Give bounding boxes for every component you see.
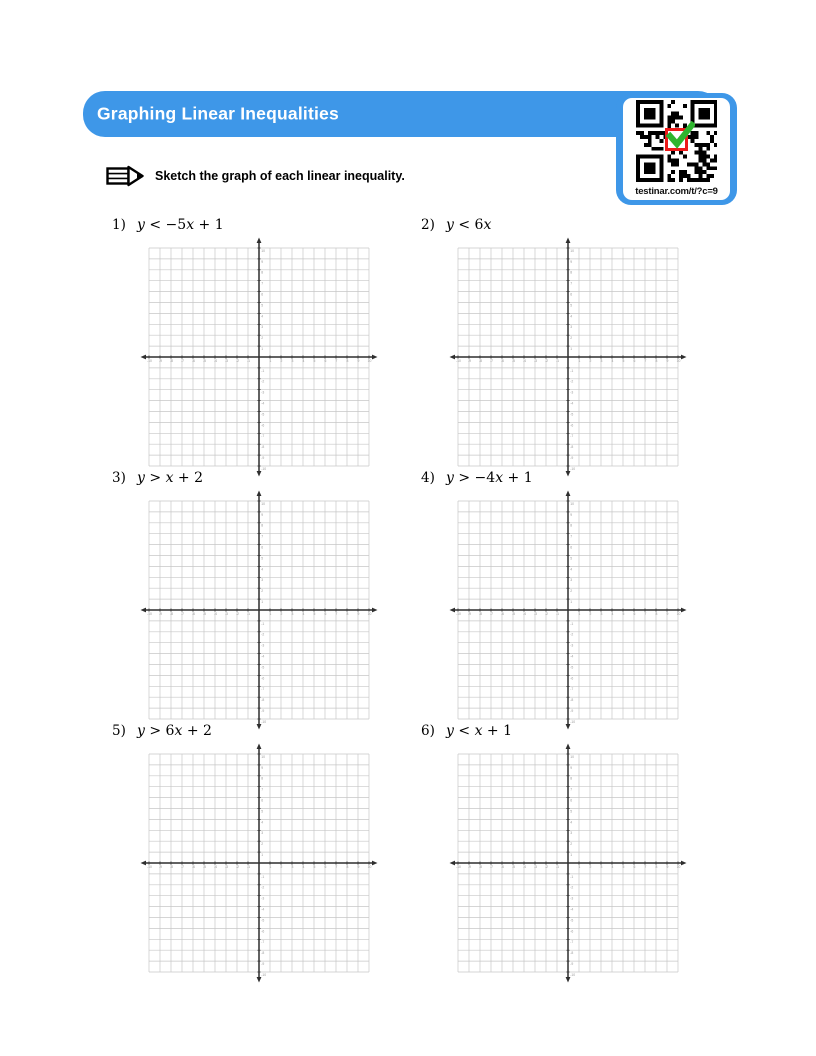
svg-text:4: 4	[611, 358, 614, 363]
svg-text:1: 1	[578, 611, 581, 616]
problem-2	[421, 217, 730, 470]
problem-6	[421, 723, 730, 976]
svg-text:7: 7	[570, 281, 573, 286]
problem-equation: y > x + 2	[137, 470, 204, 486]
svg-text:-5: -5	[511, 611, 516, 616]
problem-number: 3)	[112, 470, 126, 486]
svg-text:-1: -1	[246, 611, 251, 616]
svg-text:-1: -1	[570, 874, 574, 879]
svg-text:-6: -6	[261, 676, 265, 681]
svg-text:-7: -7	[489, 358, 494, 363]
svg-text:-1: -1	[555, 864, 560, 869]
svg-text:2: 2	[261, 589, 264, 594]
problem-head	[112, 217, 421, 236]
svg-text:-9: -9	[158, 864, 163, 869]
svg-text:5: 5	[261, 303, 264, 308]
svg-text:-1: -1	[246, 864, 251, 869]
svg-text:6: 6	[633, 358, 636, 363]
svg-text:-3: -3	[224, 611, 229, 616]
svg-text:5: 5	[313, 611, 316, 616]
problem-number: 5)	[112, 723, 126, 739]
svg-text:9: 9	[666, 358, 669, 363]
svg-text:9: 9	[570, 765, 573, 770]
problem-number: 6)	[421, 723, 435, 739]
svg-text:4: 4	[261, 820, 264, 825]
svg-text:6: 6	[570, 292, 573, 297]
svg-text:-5: -5	[202, 358, 207, 363]
svg-text:6: 6	[324, 611, 327, 616]
coordinate-grid	[449, 237, 730, 477]
svg-text:7: 7	[644, 864, 647, 869]
svg-text:-4: -4	[570, 401, 574, 406]
svg-text:4: 4	[261, 314, 264, 319]
svg-text:5: 5	[622, 358, 625, 363]
svg-text:-5: -5	[570, 412, 574, 417]
svg-text:-1: -1	[261, 874, 265, 879]
problem-5	[112, 723, 421, 976]
svg-text:7: 7	[644, 611, 647, 616]
svg-text:4: 4	[302, 611, 305, 616]
svg-text:-8: -8	[570, 445, 574, 450]
svg-text:-10: -10	[147, 358, 152, 363]
svg-text:-3: -3	[261, 390, 265, 395]
svg-text:9: 9	[261, 259, 264, 264]
svg-text:4: 4	[261, 567, 264, 572]
coordinate-grid	[140, 490, 421, 730]
svg-text:-10: -10	[456, 864, 461, 869]
svg-text:3: 3	[291, 358, 294, 363]
svg-text:6: 6	[261, 798, 264, 803]
svg-text:4: 4	[570, 567, 573, 572]
svg-text:-7: -7	[570, 434, 574, 439]
svg-text:1: 1	[261, 600, 264, 604]
svg-text:2: 2	[280, 358, 283, 363]
svg-text:1: 1	[570, 853, 573, 857]
svg-text:-6: -6	[191, 358, 196, 363]
svg-text:-6: -6	[191, 611, 196, 616]
svg-text:-10: -10	[261, 972, 267, 977]
svg-text:1: 1	[570, 600, 573, 604]
svg-text:4: 4	[302, 864, 305, 869]
svg-text:-9: -9	[261, 709, 265, 713]
svg-text:-6: -6	[191, 864, 196, 869]
svg-text:6: 6	[570, 798, 573, 803]
svg-text:-3: -3	[570, 896, 574, 901]
svg-text:8: 8	[346, 864, 349, 869]
svg-text:5: 5	[313, 358, 316, 363]
svg-text:3: 3	[261, 831, 264, 836]
svg-text:8: 8	[655, 358, 658, 363]
svg-text:6: 6	[261, 545, 264, 550]
svg-text:-1: -1	[555, 611, 560, 616]
svg-text:-9: -9	[570, 456, 574, 460]
svg-text:-10: -10	[570, 466, 576, 471]
svg-text:-10: -10	[456, 358, 461, 363]
svg-text:-10: -10	[147, 864, 152, 869]
svg-text:4: 4	[611, 864, 614, 869]
problem-3	[112, 470, 421, 723]
svg-text:7: 7	[644, 358, 647, 363]
svg-text:-3: -3	[570, 643, 574, 648]
svg-text:1: 1	[269, 864, 272, 869]
svg-text:-2: -2	[261, 379, 265, 384]
svg-text:2: 2	[589, 611, 592, 616]
svg-text:-3: -3	[261, 643, 265, 648]
svg-text:-7: -7	[570, 687, 574, 692]
svg-text:2: 2	[570, 336, 573, 341]
svg-text:-2: -2	[570, 632, 574, 637]
svg-text:-5: -5	[511, 358, 516, 363]
svg-text:-1: -1	[570, 621, 574, 626]
svg-text:5: 5	[622, 864, 625, 869]
svg-text:-4: -4	[522, 611, 527, 616]
svg-text:-7: -7	[180, 864, 185, 869]
svg-text:6: 6	[261, 292, 264, 297]
page-title: Graphing Linear Inequalities	[97, 103, 339, 124]
svg-text:-7: -7	[489, 864, 494, 869]
svg-text:10: 10	[570, 501, 574, 506]
svg-text:-9: -9	[467, 358, 472, 363]
svg-text:-10: -10	[570, 719, 576, 724]
problem-head	[421, 217, 730, 236]
svg-text:-5: -5	[570, 665, 574, 670]
svg-text:-8: -8	[570, 698, 574, 703]
svg-text:-4: -4	[522, 864, 527, 869]
svg-text:-3: -3	[533, 611, 538, 616]
svg-text:-7: -7	[180, 358, 185, 363]
svg-text:-5: -5	[511, 864, 516, 869]
svg-text:10: 10	[570, 754, 574, 759]
svg-text:1: 1	[269, 611, 272, 616]
svg-text:5: 5	[570, 556, 573, 561]
svg-text:10: 10	[367, 864, 372, 869]
coordinate-grid	[449, 490, 730, 730]
svg-text:-2: -2	[235, 611, 240, 616]
svg-text:9: 9	[261, 512, 264, 517]
svg-text:-9: -9	[467, 611, 472, 616]
svg-text:-9: -9	[467, 864, 472, 869]
svg-text:4: 4	[570, 314, 573, 319]
svg-text:-7: -7	[261, 434, 265, 439]
svg-text:-8: -8	[169, 864, 174, 869]
svg-text:-6: -6	[500, 358, 505, 363]
svg-text:-9: -9	[158, 611, 163, 616]
svg-text:-2: -2	[235, 864, 240, 869]
svg-text:-7: -7	[489, 611, 494, 616]
svg-text:-10: -10	[261, 466, 267, 471]
svg-text:-8: -8	[169, 358, 174, 363]
svg-text:10: 10	[367, 611, 372, 616]
svg-text:8: 8	[570, 523, 573, 528]
svg-text:8: 8	[570, 776, 573, 781]
svg-text:10: 10	[676, 358, 681, 363]
coordinate-grid	[140, 743, 421, 983]
svg-text:-8: -8	[261, 951, 265, 956]
svg-text:5: 5	[570, 303, 573, 308]
svg-text:1: 1	[578, 864, 581, 869]
svg-text:-8: -8	[169, 611, 174, 616]
svg-text:-6: -6	[500, 611, 505, 616]
svg-text:-5: -5	[202, 864, 207, 869]
svg-text:1: 1	[261, 853, 264, 857]
svg-text:5: 5	[261, 556, 264, 561]
svg-text:1: 1	[578, 358, 581, 363]
svg-text:-2: -2	[570, 379, 574, 384]
svg-text:-3: -3	[533, 358, 538, 363]
svg-text:-1: -1	[261, 368, 265, 373]
problem-number: 1)	[112, 217, 126, 233]
svg-text:9: 9	[570, 259, 573, 264]
svg-text:6: 6	[324, 864, 327, 869]
svg-text:-10: -10	[147, 611, 152, 616]
qr-card	[623, 98, 730, 200]
svg-text:-8: -8	[261, 698, 265, 703]
svg-text:3: 3	[600, 611, 603, 616]
instruction-text: Sketch the graph of each linear inequality.	[155, 169, 405, 183]
svg-text:-9: -9	[570, 709, 574, 713]
svg-text:3: 3	[261, 325, 264, 330]
svg-text:-6: -6	[500, 864, 505, 869]
svg-text:7: 7	[335, 611, 338, 616]
svg-text:-3: -3	[224, 864, 229, 869]
svg-text:3: 3	[600, 864, 603, 869]
svg-text:10: 10	[261, 754, 265, 759]
svg-text:-4: -4	[261, 907, 265, 912]
svg-text:-7: -7	[180, 611, 185, 616]
svg-text:-6: -6	[570, 423, 574, 428]
svg-text:1: 1	[570, 347, 573, 351]
problem-equation: y < 6x	[446, 217, 492, 233]
svg-text:2: 2	[261, 842, 264, 847]
svg-text:7: 7	[570, 787, 573, 792]
svg-text:9: 9	[570, 512, 573, 517]
svg-text:-4: -4	[213, 611, 218, 616]
svg-text:-1: -1	[555, 358, 560, 363]
svg-text:-9: -9	[261, 456, 265, 460]
pencil-icon	[106, 165, 144, 187]
svg-text:-7: -7	[261, 940, 265, 945]
svg-text:4: 4	[611, 611, 614, 616]
problem-equation: y < x + 1	[446, 723, 513, 739]
svg-text:-4: -4	[213, 358, 218, 363]
svg-text:-4: -4	[261, 654, 265, 659]
svg-text:-3: -3	[261, 896, 265, 901]
svg-text:4: 4	[570, 820, 573, 825]
problem-head	[112, 723, 421, 742]
svg-text:-3: -3	[224, 358, 229, 363]
svg-text:-4: -4	[261, 401, 265, 406]
svg-text:3: 3	[570, 831, 573, 836]
svg-text:5: 5	[622, 611, 625, 616]
svg-text:-6: -6	[570, 929, 574, 934]
svg-text:-2: -2	[544, 864, 549, 869]
svg-text:7: 7	[570, 534, 573, 539]
svg-text:7: 7	[261, 534, 264, 539]
svg-text:-7: -7	[261, 687, 265, 692]
svg-text:5: 5	[570, 809, 573, 814]
svg-text:10: 10	[261, 248, 265, 253]
svg-text:2: 2	[280, 611, 283, 616]
svg-text:-2: -2	[544, 358, 549, 363]
problem-4	[421, 470, 730, 723]
svg-text:-5: -5	[261, 918, 265, 923]
svg-text:-8: -8	[570, 951, 574, 956]
svg-text:-4: -4	[213, 864, 218, 869]
svg-text:2: 2	[261, 336, 264, 341]
svg-text:3: 3	[570, 325, 573, 330]
svg-text:5: 5	[313, 864, 316, 869]
problem-number: 2)	[421, 217, 435, 233]
svg-text:-9: -9	[158, 358, 163, 363]
svg-text:9: 9	[666, 864, 669, 869]
svg-text:-9: -9	[261, 962, 265, 966]
svg-text:9: 9	[666, 611, 669, 616]
svg-text:9: 9	[357, 358, 360, 363]
svg-text:-2: -2	[235, 358, 240, 363]
svg-text:4: 4	[302, 358, 305, 363]
svg-text:-5: -5	[261, 665, 265, 670]
svg-text:1: 1	[269, 358, 272, 363]
svg-text:10: 10	[676, 611, 681, 616]
problem-1	[112, 217, 421, 470]
svg-text:8: 8	[261, 270, 264, 275]
svg-text:-3: -3	[533, 864, 538, 869]
svg-text:-2: -2	[261, 632, 265, 637]
svg-text:-2: -2	[261, 885, 265, 890]
svg-text:-10: -10	[570, 972, 576, 977]
svg-text:10: 10	[676, 864, 681, 869]
svg-text:2: 2	[589, 358, 592, 363]
problem-equation: y > 6x + 2	[137, 723, 212, 739]
instruction-row	[106, 163, 405, 189]
svg-text:-1: -1	[246, 358, 251, 363]
svg-text:2: 2	[589, 864, 592, 869]
svg-text:-4: -4	[522, 358, 527, 363]
qr-caption: testinar.com/t/?c=9	[635, 186, 718, 197]
problem-equation: y < −5x + 1	[137, 217, 224, 233]
svg-text:8: 8	[655, 864, 658, 869]
coordinate-grid	[449, 743, 730, 983]
svg-text:-2: -2	[544, 611, 549, 616]
svg-text:-3: -3	[570, 390, 574, 395]
svg-text:3: 3	[291, 611, 294, 616]
svg-text:8: 8	[346, 358, 349, 363]
svg-text:9: 9	[357, 611, 360, 616]
svg-text:7: 7	[261, 281, 264, 286]
svg-text:2: 2	[570, 589, 573, 594]
svg-text:-5: -5	[570, 918, 574, 923]
svg-text:-5: -5	[261, 412, 265, 417]
svg-text:-8: -8	[478, 358, 483, 363]
svg-text:7: 7	[335, 358, 338, 363]
svg-text:6: 6	[570, 545, 573, 550]
svg-text:3: 3	[291, 864, 294, 869]
problem-head	[421, 723, 730, 742]
svg-text:9: 9	[357, 864, 360, 869]
svg-text:-7: -7	[570, 940, 574, 945]
svg-text:3: 3	[600, 358, 603, 363]
svg-text:6: 6	[324, 358, 327, 363]
svg-text:1: 1	[261, 347, 264, 351]
svg-text:-1: -1	[261, 621, 265, 626]
svg-text:2: 2	[280, 864, 283, 869]
svg-text:10: 10	[261, 501, 265, 506]
svg-text:10: 10	[367, 358, 372, 363]
svg-text:3: 3	[261, 578, 264, 583]
svg-text:5: 5	[261, 809, 264, 814]
svg-text:-6: -6	[261, 929, 265, 934]
svg-text:-8: -8	[478, 864, 483, 869]
svg-text:-8: -8	[261, 445, 265, 450]
svg-text:-5: -5	[202, 611, 207, 616]
svg-text:-10: -10	[261, 719, 267, 724]
svg-text:3: 3	[570, 578, 573, 583]
problem-head	[421, 470, 730, 489]
svg-text:-1: -1	[570, 368, 574, 373]
svg-text:-10: -10	[456, 611, 461, 616]
svg-text:8: 8	[261, 776, 264, 781]
svg-text:9: 9	[261, 765, 264, 770]
svg-text:6: 6	[633, 611, 636, 616]
svg-text:7: 7	[261, 787, 264, 792]
svg-text:-6: -6	[261, 423, 265, 428]
svg-text:-9: -9	[570, 962, 574, 966]
svg-text:8: 8	[261, 523, 264, 528]
svg-text:8: 8	[570, 270, 573, 275]
problem-number: 4)	[421, 470, 435, 486]
svg-text:-4: -4	[570, 907, 574, 912]
problems-grid	[112, 217, 730, 976]
problem-equation: y > −4x + 1	[446, 470, 533, 486]
svg-text:6: 6	[633, 864, 636, 869]
svg-text:10: 10	[570, 248, 574, 253]
check-icon	[665, 128, 688, 151]
svg-text:7: 7	[335, 864, 338, 869]
svg-text:8: 8	[655, 611, 658, 616]
svg-text:2: 2	[570, 842, 573, 847]
svg-text:-6: -6	[570, 676, 574, 681]
qr-frame	[616, 93, 737, 205]
svg-text:-8: -8	[478, 611, 483, 616]
svg-text:-4: -4	[570, 654, 574, 659]
svg-text:-2: -2	[570, 885, 574, 890]
svg-text:8: 8	[346, 611, 349, 616]
problem-head	[112, 470, 421, 489]
coordinate-grid	[140, 237, 421, 477]
